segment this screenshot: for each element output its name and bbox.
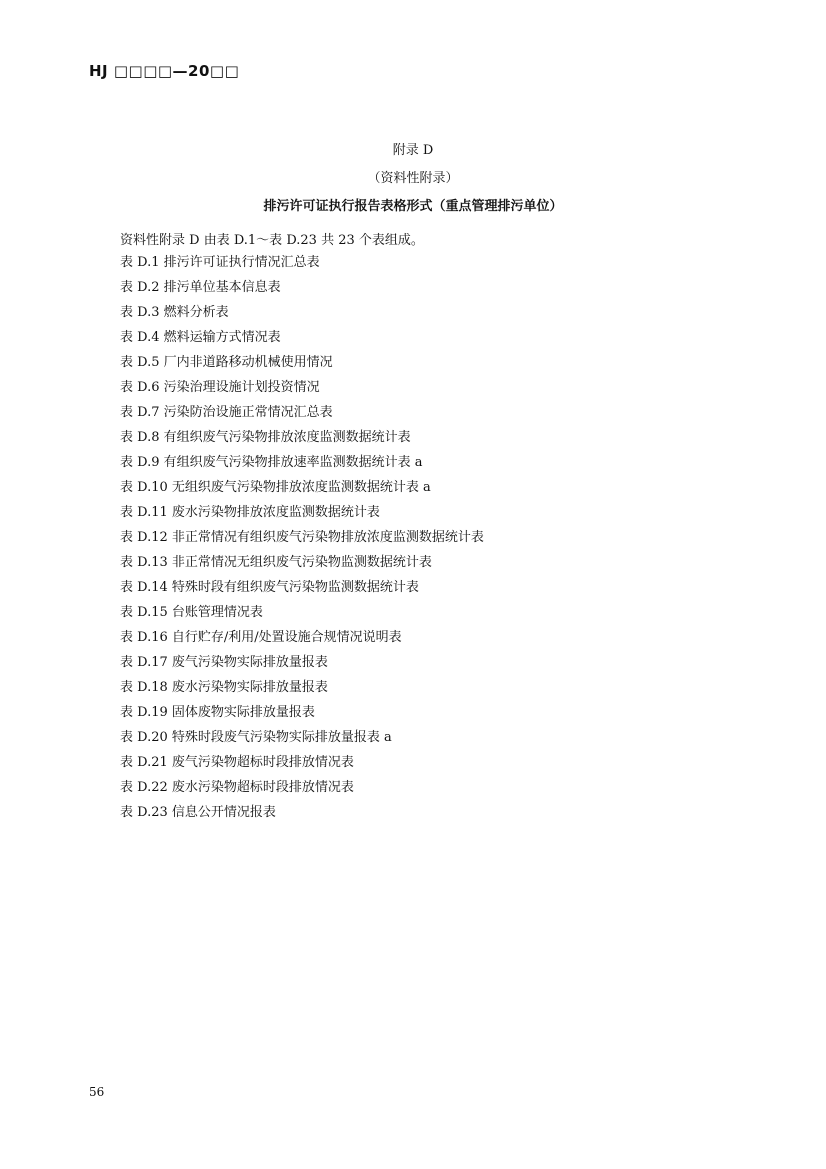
table-list-item: 表 D.11 废水污染物排放浓度监测数据统计表 [120,505,380,520]
table-list-item: 表 D.10 无组织废气污染物排放浓度监测数据统计表 a [120,480,431,495]
table-list-item: 表 D.8 有组织废气污染物排放浓度监测数据统计表 [120,430,411,445]
table-list-item: 表 D.14 特殊时段有组织废气污染物监测数据统计表 [120,580,419,595]
appendix-intro: 资料性附录 D 由表 D.1～表 D.23 共 23 个表组成。 [120,233,424,248]
table-list-item: 表 D.23 信息公开情况报表 [120,805,276,820]
table-list-item: 表 D.20 特殊时段废气污染物实际排放量报表 a [120,730,392,745]
table-list-item: 表 D.22 废水污染物超标时段排放情况表 [120,780,354,795]
table-list-item: 表 D.15 台账管理情况表 [120,605,263,620]
table-list-item: 表 D.19 固体废物实际排放量报表 [120,705,315,720]
table-list-item: 表 D.3 燃料分析表 [120,305,229,320]
table-list-item: 表 D.9 有组织废气污染物排放速率监测数据统计表 a [120,455,423,470]
table-list-item: 表 D.7 污染防治设施正常情况汇总表 [120,405,333,420]
table-list-item: 表 D.1 排污许可证执行情况汇总表 [120,255,320,270]
table-list [120,254,484,829]
table-list-item: 表 D.21 废气污染物超标时段排放情况表 [120,755,354,770]
appendix-subtitle: 排污许可证执行报告表格形式（重点管理排污单位） [263,199,563,214]
table-list-item: 表 D.5 厂内非道路移动机械使用情况 [120,355,333,370]
appendix-type: （资料性附录） [367,171,459,186]
page-number: 56 [89,1085,105,1099]
table-list-item: 表 D.4 燃料运输方式情况表 [120,330,281,345]
table-list-item: 表 D.16 自行贮存/利用/处置设施合规情况说明表 [120,630,402,645]
table-list-item: 表 D.6 污染治理设施计划投资情况 [120,380,320,395]
table-list-item: 表 D.12 非正常情况有组织废气污染物排放浓度监测数据统计表 [120,530,484,545]
table-list-item: 表 D.17 废气污染物实际排放量报表 [120,655,328,670]
table-list-item: 表 D.18 废水污染物实际排放量报表 [120,680,328,695]
standard-code-header: HJ □□□□—20□□ [89,62,240,80]
table-list-item: 表 D.2 排污单位基本信息表 [120,280,281,295]
table-list-item: 表 D.13 非正常情况无组织废气污染物监测数据统计表 [120,555,432,570]
appendix-title: 附录 D [392,143,434,158]
